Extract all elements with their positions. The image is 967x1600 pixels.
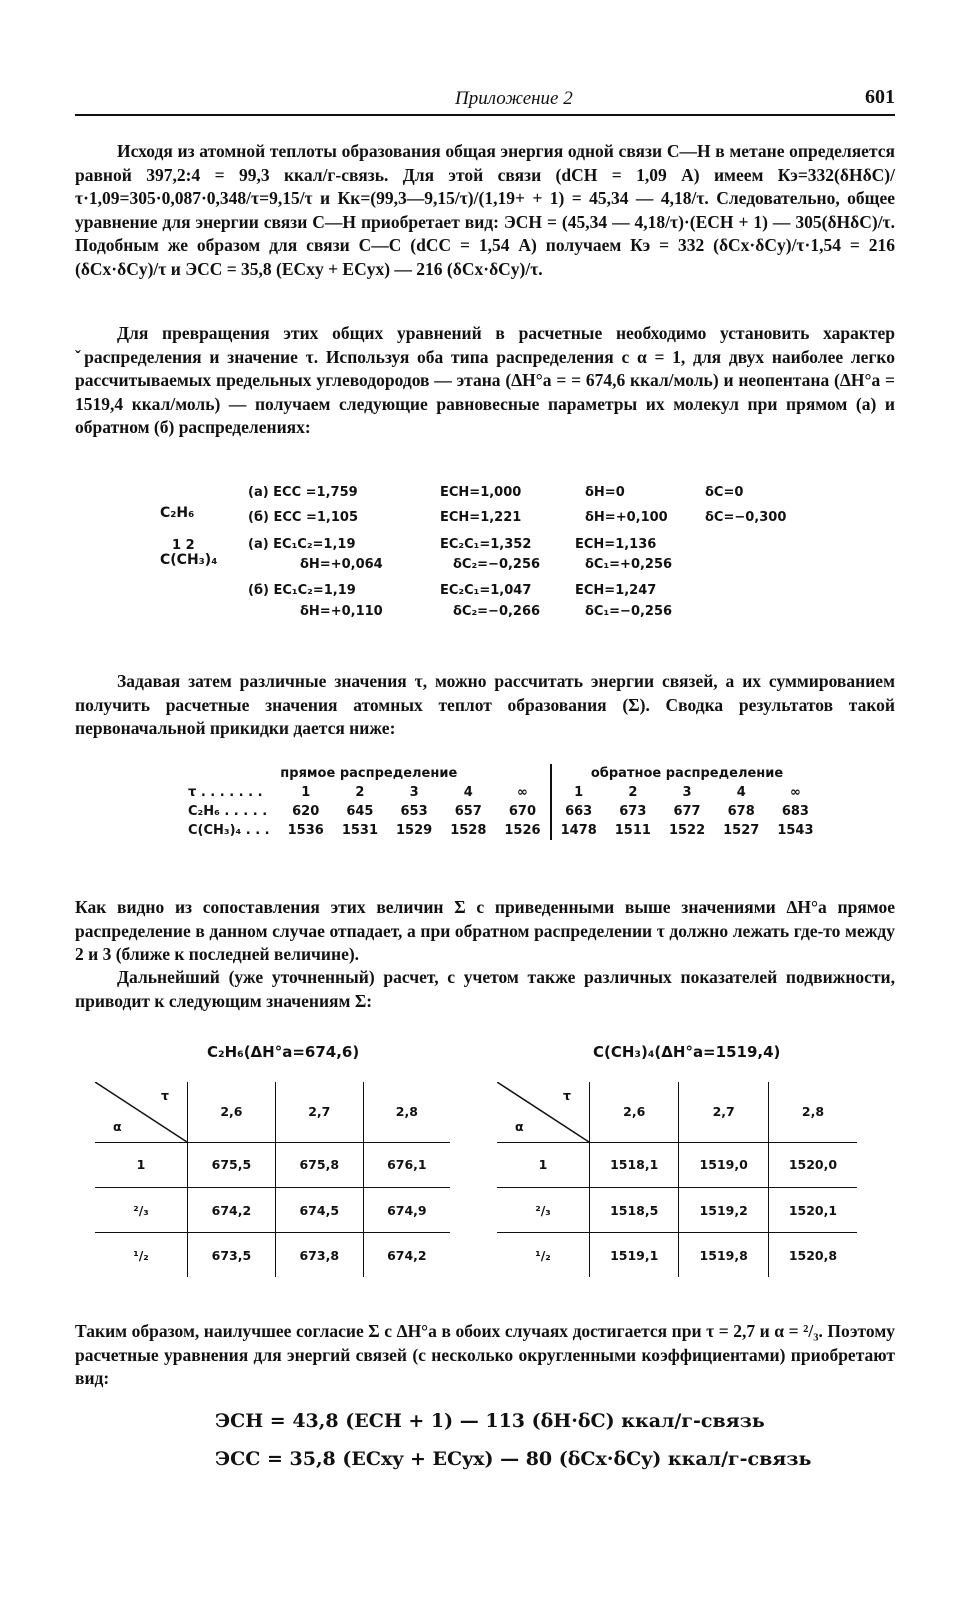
cell: 1519,0	[679, 1142, 768, 1187]
cell: 673,8	[275, 1233, 363, 1277]
tau-symbol: τ	[161, 1088, 169, 1103]
param-r4b1: δH=+0,110	[300, 604, 383, 619]
paragraph-1-text: Исходя из атомной теплоты образования общая энергия одной связи С—Н в метане определяется равной 397,2:4 = 99,3 ккал/г-связь. Для этой связи (dСН = 1,09 А) имеем Кэ=332(δНδС)/τ·1,09=305·0,087·0,348/τ=9,15/τ и Кк=(99,3—9,15/τ)/(1,19+ + 1) = 45,34 — 4,18/τ. Следовательно, общее уравнение для энергии связи С—Н приобретает вид: ЭСН = (45,34 — 4,18/τ)·(ЕСН + 1) — 305(δНδС)/τ. Подобным же образом для связи С—С (dСС = 1,54 А) получаем Кэ = 332 (δCx·δCy)/τ·1,54 = 216 (δCx·δCy)/τ и ЭСС = 35,8 (ECxy + ECyx) — 216 (δCx·δCy)/τ.	[75, 141, 895, 279]
param-r1c3: δH=0	[585, 485, 625, 500]
table-row	[188, 802, 823, 821]
cell: 1536	[287, 823, 324, 838]
param-r2c4: δC=−0,300	[705, 510, 787, 525]
cell: 674,9	[363, 1187, 450, 1232]
cell: 678	[727, 804, 755, 819]
column-header: 2,8	[363, 1082, 450, 1142]
cell: 675,8	[275, 1142, 363, 1187]
tau-value: ∞	[517, 785, 528, 800]
diagonal-header	[95, 1082, 187, 1142]
param-r3b2: δC₂=−0,256	[453, 557, 541, 572]
cell: 620	[292, 804, 320, 819]
neopentane-table-title: C(CH₃)₄(ΔH°a=1519,4)	[593, 1043, 781, 1061]
diagonal-header	[497, 1082, 589, 1142]
tau-value: 1	[301, 785, 311, 800]
alpha-value: ²/₃	[497, 1187, 590, 1232]
cell: 673,5	[188, 1233, 276, 1277]
cell: 1526	[504, 823, 541, 838]
paragraph-2	[75, 322, 895, 440]
param-r4c2: EC₂C₁=1,047	[440, 583, 532, 598]
cell: 676,1	[363, 1142, 450, 1187]
column-header: 2,7	[275, 1082, 363, 1142]
cell: 1478	[551, 821, 606, 840]
column-header: 2,6	[188, 1082, 276, 1142]
cell: 673	[619, 804, 647, 819]
cell: 1519,2	[679, 1187, 768, 1232]
cell: 645	[346, 804, 374, 819]
paragraph-5-text: Дальнейший (уже уточненный) расчет, с учетом также различных показателей подвижности, приводит к следующим значениям Σ:	[75, 967, 895, 1011]
cell: 674,2	[363, 1233, 450, 1277]
cell: 663	[551, 802, 606, 821]
paragraph-4	[75, 896, 895, 967]
param-r4c1: (б) EC₁C₂=1,19	[248, 583, 356, 598]
paragraph-5	[75, 966, 895, 1013]
param-r2c2: ECH=1,221	[440, 510, 522, 525]
param-r3b3: δC₁=+0,256	[585, 557, 673, 572]
param-r2c3: δH=+0,100	[585, 510, 668, 525]
summary-direct-header: прямое распределение	[280, 766, 458, 781]
paragraph-3	[75, 670, 895, 741]
paragraph-6	[75, 1320, 895, 1391]
formula-ech: ЭCH = 43,8 (ECH + 1) — 113 (δH·δC) ккал/г-связь	[215, 1410, 765, 1432]
ethane-table-title: C₂H₆(ΔH°a=674,6)	[207, 1043, 360, 1061]
cell: 657	[454, 804, 482, 819]
alpha-symbol: α	[113, 1118, 122, 1134]
neopentane-sigma-table	[497, 1082, 857, 1277]
alpha-value: ¹/₂	[497, 1233, 590, 1277]
table-row	[95, 1187, 450, 1232]
param-r3b1: δH=+0,064	[300, 557, 383, 572]
cell: 1522	[668, 823, 706, 838]
page-header	[75, 80, 895, 116]
tau-symbol: τ	[563, 1088, 571, 1103]
diagonal-line	[95, 1082, 187, 1142]
cell: 1518,1	[590, 1142, 679, 1187]
tau-value: 1	[551, 783, 606, 802]
cell: 1519,8	[679, 1233, 768, 1277]
cell: 1520,8	[768, 1233, 857, 1277]
ethane-sigma-table	[95, 1082, 450, 1277]
paragraph-6-text: Таким образом, наилучшее согласие Σ с ΔH°a в обоих случаях достигается при τ = 2,7 и α = ²/₃. Поэтому расчетные уравнения для энергий связей (с несколько округленными коэффициентами) приобретают вид:	[75, 1321, 895, 1388]
cell: 1528	[450, 823, 487, 838]
param-r1c1: (а) ECC =1,759	[248, 485, 358, 500]
param-r3c2: EC₂C₁=1,352	[440, 537, 532, 552]
column-header: 2,6	[590, 1082, 679, 1142]
table-row	[188, 821, 823, 840]
cell: 1529	[396, 823, 433, 838]
cell: 675,5	[188, 1142, 276, 1187]
cell: 653	[400, 804, 428, 819]
cell: 1520,1	[768, 1187, 857, 1232]
cell: 670	[508, 804, 537, 819]
param-r4b3: δC₁=−0,256	[585, 604, 673, 619]
row-label: C₂H₆ . . . . .	[188, 804, 268, 819]
cell: 1531	[341, 823, 378, 838]
table-row	[497, 1142, 857, 1187]
cell: 1543	[777, 823, 814, 838]
formula-ecc: ЭCC = 35,8 (ECxy + ECyx) — 80 (δCx·δCy) ккал/г-связь	[215, 1448, 812, 1470]
neopentane-formula: C(CH₃)₄	[160, 552, 218, 568]
alpha-value: 1	[95, 1142, 188, 1187]
ethane-formula: C₂H₆	[160, 505, 195, 521]
summary-reverse-header: обратное распределение	[551, 764, 823, 783]
param-r1c4: δC=0	[705, 485, 744, 500]
tau-value: 2	[628, 785, 638, 800]
param-r3c1: (а) EC₁C₂=1,19	[248, 537, 356, 552]
tau-value: 3	[682, 785, 692, 800]
alpha-value: 1	[497, 1142, 590, 1187]
summary-table	[188, 764, 823, 840]
tau-value: ∞	[789, 785, 801, 800]
tau-label: τ . . . . . . .	[188, 785, 263, 800]
cell: 1511	[614, 823, 651, 838]
diagonal-line	[497, 1082, 589, 1142]
corner-cell	[497, 1082, 590, 1142]
param-r4b2: δC₂=−0,266	[453, 604, 541, 619]
row-label: C(CH₃)₄ . . .	[188, 823, 270, 838]
paragraph-2-text: Для превращения этих общих уравнений в расчетные необходимо установить характер ˇраспределения и значение τ. Используя оба типа распределения с α = 1, для двух наиболее легко рассчитываемых предельных углеводородов — этана (ΔH°a = = 674,6 ккал/моль) и неопентана (ΔH°a = 1519,4 ккал/моль) — получаем следующие равновесные параметры их молекул при прямом (а) и обратном (б) распределениях:	[75, 323, 895, 437]
param-r3c3: ECH=1,136	[575, 537, 657, 552]
cell: 1519,1	[590, 1233, 679, 1277]
cell: 1527	[723, 823, 760, 838]
cell: 1520,0	[768, 1142, 857, 1187]
tau-value: 4	[463, 785, 473, 800]
table-row	[95, 1233, 450, 1277]
cell: 674,2	[188, 1187, 276, 1232]
tau-value: 3	[409, 785, 419, 800]
paragraph-4-text: Как видно из сопоставления этих величин Σ с приведенными выше значениями ΔH°a прямое распределение в данном случае отпадает, а при обратном распределении τ должно лежать где-то между 2 и 3 (ближе к последней величине).	[75, 897, 895, 964]
table-row	[497, 1233, 857, 1277]
cell: 683	[781, 804, 809, 819]
column-header: 2,7	[679, 1082, 768, 1142]
table-row	[497, 1187, 857, 1232]
table-row	[95, 1142, 450, 1187]
page-number: 601	[865, 86, 895, 108]
tau-value: 4	[736, 785, 746, 800]
param-r1c2: ECH=1,000	[440, 485, 522, 500]
corner-cell	[95, 1082, 188, 1142]
cell: 1518,5	[590, 1187, 679, 1232]
cell: 674,5	[275, 1187, 363, 1232]
neopentane-numbers: 1 2	[172, 538, 195, 553]
tau-value: 2	[355, 785, 365, 800]
alpha-symbol: α	[515, 1118, 524, 1134]
alpha-value: ²/₃	[95, 1187, 188, 1232]
cell: 677	[673, 804, 701, 819]
param-r4c3: ECH=1,247	[575, 583, 657, 598]
column-header: 2,8	[768, 1082, 857, 1142]
running-title: Приложение 2	[455, 88, 573, 109]
param-r2c1: (б) ECC =1,105	[248, 510, 358, 525]
alpha-value: ¹/₂	[95, 1233, 188, 1277]
paragraph-1	[75, 140, 895, 281]
paragraph-3-text: Задавая затем различные значения τ, можно рассчитать энергии связей, а их суммированием получить расчетные значения атомных теплот образования (Σ). Сводка результатов такой первоначальной прикидки дается ниже:	[75, 671, 895, 738]
